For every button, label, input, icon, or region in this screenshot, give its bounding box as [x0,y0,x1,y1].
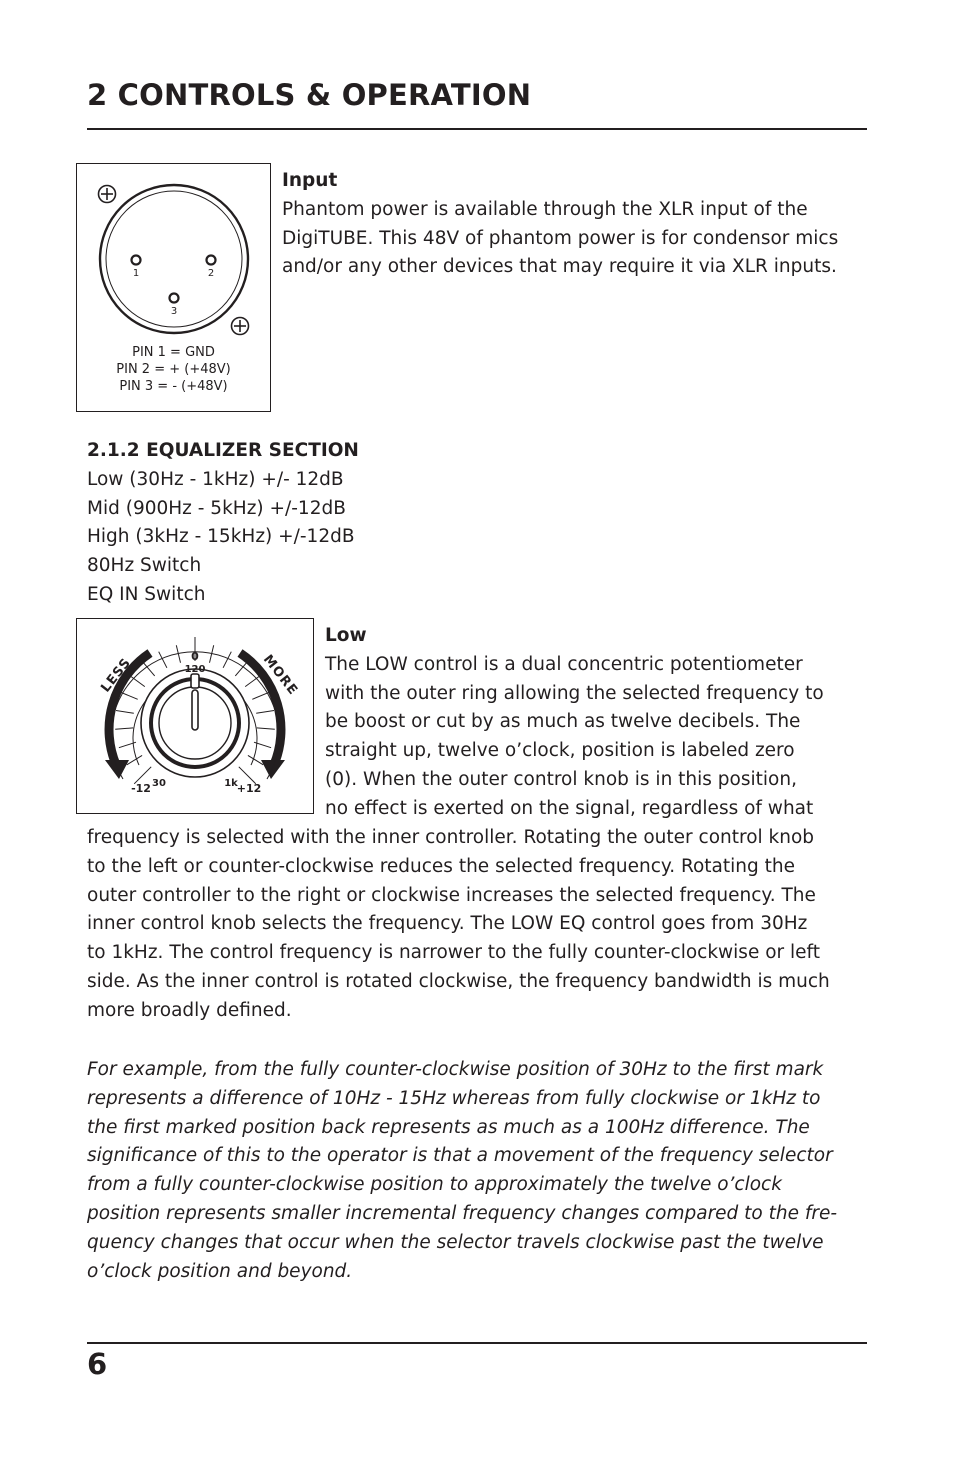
low-text-line: side. As the inner control is rotated clockwise, the frequency bandwidth is much [87,970,830,992]
eq-spec-item: 80Hz Switch [87,555,202,577]
example-text-line: position represents smaller incremental frequency changes compared to the fre- [87,1202,838,1224]
low-knob-figure [76,618,314,814]
scale-tick [127,755,142,764]
low-section [325,622,870,824]
inner-knob-pointer [192,690,198,730]
low-text-line: with the outer ring allowing the selected frequency to [325,682,824,704]
equalizer-heading: 2.1.2 EQUALIZER SECTION [87,440,359,461]
screw-icon [99,186,116,203]
less-label: LESS [98,655,135,696]
low-text-line: frequency is selected with the inner controller. Rotating the outer control knob [87,827,815,848]
scale-tick [130,676,145,687]
input-text-line: Phantom power is available through the XLR input of the [282,198,808,220]
min-gain-label: -12 [131,782,151,795]
example-text-line: significance of this to the operator is that a movement of the frequency selector [87,1145,833,1167]
scale-tick [115,728,133,729]
less-arrowhead-icon [105,760,129,779]
pin-2-label: 2 [207,268,215,279]
eq-spec-item: Mid (900Hz - 5kHz) +/-12dB [87,497,346,519]
header-rule [87,128,867,130]
low-text-line: straight up, twelve o’clock, position is labeled zero [325,740,795,762]
low-text-line: be boost or cut by as much as twelve decibels. The [325,711,801,733]
example-text-line: quency changes that occur when the selector travels clockwise past the twelve [87,1231,824,1253]
example-text-line: from a fully counter-clockwise position to approximately the twelve o’clock [87,1174,782,1196]
pin-legend-line: PIN 2 = + (+48V) [116,362,231,377]
eq-spec-item: EQ IN Switch [87,583,206,605]
example-text-line: represents a difference of 10Hz - 15Hz whereas from fully clockwise or 1kHz to [87,1087,821,1109]
low-text-line: (0). When the outer control knob is in this position, [325,768,797,790]
scale-tick [257,728,275,729]
pin-3-label: 3 [170,306,178,317]
pin-2-hole [207,256,216,265]
pin-1-hole [132,256,141,265]
input-section [282,167,872,282]
input-text-line: and/or any other devices that may require it via XLR inputs. [282,256,837,278]
outer-knob-pointer [191,674,199,688]
example-text-line: the first marked position back represents as much as a 100Hz difference. The [87,1116,810,1138]
more-label: MORE [259,652,301,699]
low-text-line: outer controller to the right or clockwise increases the selected frequency. The [87,884,816,906]
page-title: 2 CONTROLS & OPERATION [87,78,532,112]
low-text-line: inner control knob selects the frequency. The LOW EQ control goes from 30Hz [87,913,808,935]
example-text-line: o’clock position and beyond. [87,1260,353,1282]
gain-zero-label: 0 [191,650,199,663]
xlr-connector-diagram [77,164,270,339]
scale-tick [256,711,274,714]
low-text-line: no effect is exerted on the signal, regardless of what [325,797,814,819]
low-text-line: more broadly defined. [87,999,292,1021]
eq-spec-item: High (3kHz - 15kHz) +/-12dB [87,526,355,548]
scale-tick [248,755,263,764]
screw-icon [232,318,249,335]
center-freq-label: 120 [184,664,206,675]
scale-tick [116,711,134,714]
low-text-line: to 1kHz. The control frequency is narrower to the fully counter-clockwise or left [87,942,820,964]
low-knob-diagram [77,619,313,813]
example-text-line: For example, from the fully counter-clockwise position of 30Hz to the first mark [87,1059,824,1080]
pin-legend [77,344,270,395]
page-number: 6 [87,1347,108,1381]
min-freq-label: 30 [152,778,166,789]
pin-legend-line: PIN 1 = GND [132,345,215,360]
scale-tick [143,662,155,676]
input-text-line: DigiTUBE. This 48V of phantom power is for condensor mics [282,227,839,249]
pin-3-hole [170,294,179,303]
xlr-pinout-figure [76,163,271,412]
scale-tick [245,676,260,687]
example-paragraph [87,1056,877,1286]
max-freq-label: 1k [224,778,238,789]
equalizer-section [87,437,587,610]
more-arrowhead-icon [261,760,285,779]
scale-tick [235,662,247,676]
low-section-continued [87,824,877,1026]
input-heading: Input [282,170,338,191]
pin-legend-line: PIN 3 = - (+48V) [119,379,228,394]
pin-1-label: 1 [132,268,140,279]
max-gain-label: +12 [236,782,262,795]
footer-rule [87,1342,867,1344]
eq-spec-item: Low (30Hz - 1kHz) +/- 12dB [87,468,344,490]
low-heading: Low [325,625,367,646]
low-text-line: The LOW control is a dual concentric potentiometer [325,653,803,675]
low-text-line: to the left or counter-clockwise reduces the selected frequency. Rotating the [87,855,795,877]
